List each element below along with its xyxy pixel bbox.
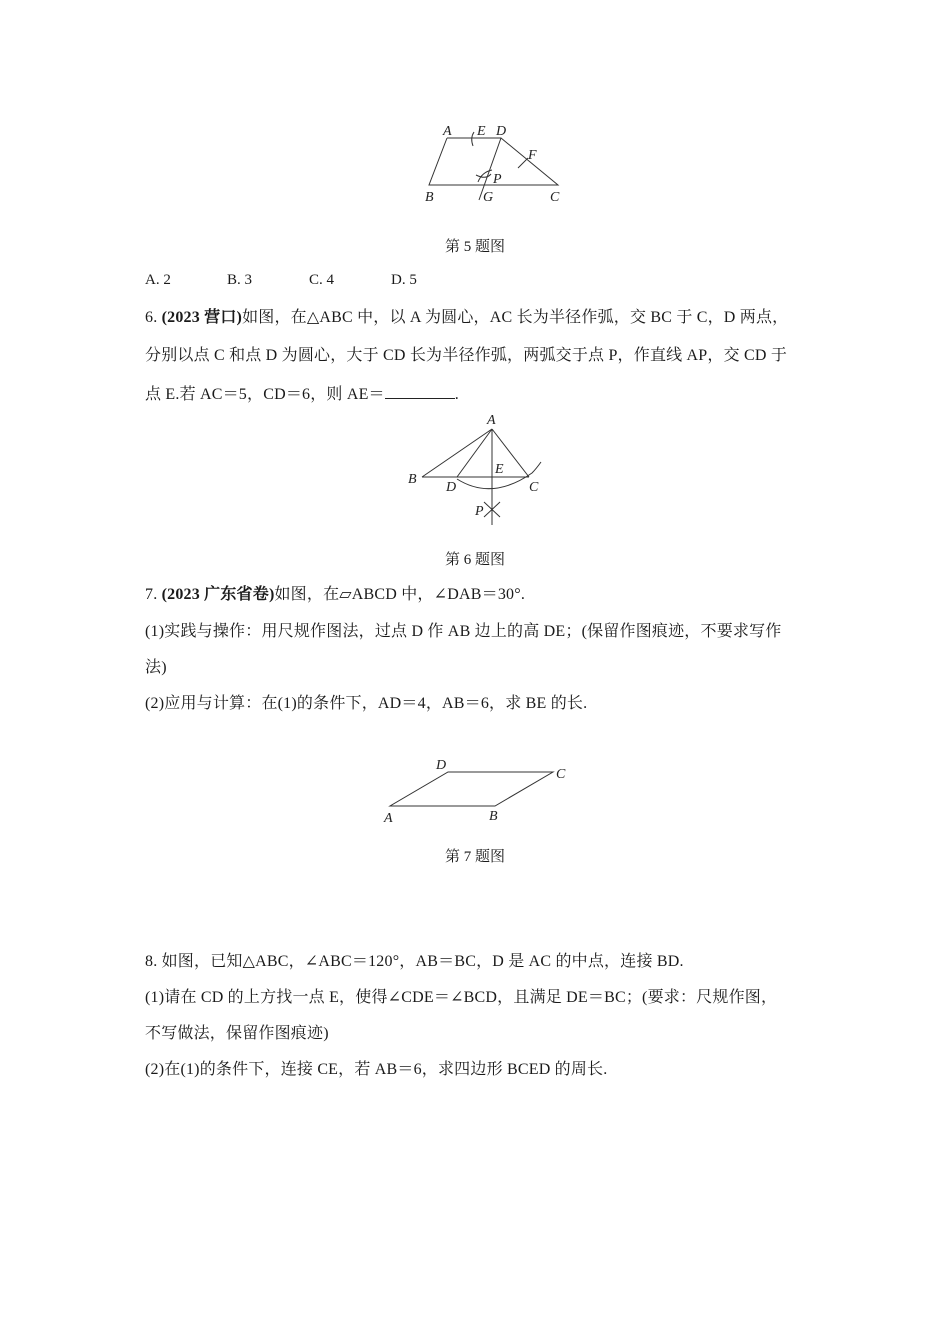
- segment-ab: [422, 429, 492, 477]
- label-a: A: [384, 811, 393, 826]
- q6-line3-end: .: [454, 386, 459, 403]
- q7-line-1: [145, 585, 525, 605]
- label-p: P: [475, 504, 484, 519]
- q8-part1-line-2: 不写做法，保留作图痕迹): [145, 1025, 329, 1042]
- option-c: C. 4: [309, 272, 335, 288]
- q8-part2: (2)在(1)的条件下，连接 CE，若 AB＝6，求四边形 BCED 的周长.: [145, 1061, 608, 1078]
- label-d: D: [436, 758, 447, 773]
- q6-line-1: [145, 308, 788, 328]
- label-c: C: [556, 767, 566, 782]
- arc-e: [472, 132, 474, 146]
- q7-part1-line-1: (1)实践与操作：用尺规作图法，过点 D 作 AB 边上的高 DE；(保留作图痕迹，不要求写作: [145, 623, 782, 640]
- label-a: A: [487, 413, 496, 428]
- q7-number: 7.: [145, 586, 158, 603]
- segment-ad: [457, 429, 492, 477]
- option-d: D. 5: [391, 272, 417, 288]
- label-c: C: [529, 480, 539, 495]
- arc-f: [518, 158, 528, 168]
- figure-5-diagram: [400, 110, 580, 210]
- parallelogram-abcd: [390, 772, 553, 806]
- label-b: B: [489, 809, 498, 824]
- q8-part1-line-1: (1)请在 CD 的上方找一点 E，使得∠CDE＝∠BCD，且满足 DE＝BC；(要求：尺规作图，: [145, 989, 778, 1006]
- option-a: A. 2: [145, 272, 171, 288]
- figure-6-caption: 第 6 题图: [444, 552, 505, 568]
- label-a: A: [443, 124, 452, 139]
- label-d: D: [496, 124, 507, 139]
- q7-part1-line-2: 法): [145, 659, 167, 676]
- label-e: E: [495, 462, 504, 477]
- figure-7-caption: 第 7 题图: [444, 849, 505, 865]
- label-d: D: [446, 480, 457, 495]
- q6-number: 6.: [145, 309, 158, 326]
- figure-7-diagram: [370, 750, 590, 835]
- q6-line1-text: 如图，在△ABC 中，以 A 为圆心，AC 长为半径作弧，交 BC 于 C，D 两点，: [242, 309, 789, 326]
- q6-line-2: 分别以点 C 和点 D 为圆心，大于 CD 长为半径作弧，两弧交于点 P，作直线 AP，交 CD 于: [145, 347, 788, 364]
- q6-line-3: [145, 384, 459, 405]
- label-b: B: [425, 190, 434, 205]
- figure-6-diagram: [390, 405, 560, 530]
- q8-line-1: 8. 如图，已知△ABC，∠ABC＝120°，AB＝BC，D 是 AC 的中点，连接 BD.: [145, 953, 684, 970]
- label-f: F: [528, 148, 537, 163]
- q6-source: (2023 营口): [161, 309, 243, 326]
- q6-line3-text: 点 E.若 AC＝5，CD＝6，则 AE＝: [145, 386, 385, 403]
- q7-part2: (2)应用与计算：在(1)的条件下，AD＝4，AB＝6，求 BE 的长.: [145, 695, 588, 712]
- label-g: G: [483, 190, 494, 205]
- q7-line1-text: 如图，在▱ABCD 中，∠DAB＝30°.: [274, 586, 526, 603]
- answer-blank[interactable]: [385, 384, 455, 399]
- label-e: E: [477, 124, 486, 139]
- label-b: B: [408, 472, 417, 487]
- option-b: B. 3: [227, 272, 253, 288]
- q7-source: (2023 广东省卷): [161, 586, 275, 603]
- arc-p2: [478, 170, 492, 182]
- figure-5-caption: 第 5 题图: [444, 239, 505, 255]
- label-p: P: [493, 172, 502, 187]
- label-c: C: [550, 190, 560, 205]
